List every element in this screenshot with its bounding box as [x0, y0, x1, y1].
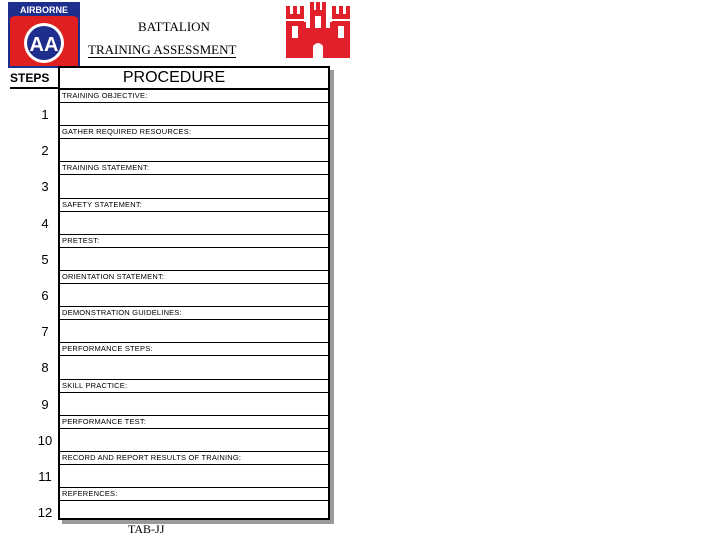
- row-label: TRAINING OBJECTIVE:: [62, 91, 148, 100]
- steps-header-rule: [10, 87, 58, 89]
- row-bottom-rule: [58, 270, 330, 271]
- row-divider: [58, 500, 330, 501]
- step-number: 12: [37, 505, 53, 521]
- row-bottom-rule: [58, 161, 330, 162]
- row-label: PERFORMANCE STEPS:: [62, 344, 153, 354]
- row-bottom-rule: [58, 487, 330, 488]
- row-bottom-rule: [58, 415, 330, 416]
- row-bottom-rule: [58, 306, 330, 307]
- row-bottom-rule: [58, 379, 330, 380]
- procedure-header: PROCEDURE: [122, 69, 226, 86]
- row-bottom-rule: [58, 234, 330, 235]
- row-bottom-rule: [58, 451, 330, 452]
- row-bottom-rule: [58, 342, 330, 343]
- step-number: 7: [41, 324, 49, 340]
- row-divider: [58, 355, 330, 356]
- row-divider: [58, 464, 330, 465]
- row-label: SAFETY STATEMENT:: [62, 199, 143, 209]
- row-bottom-rule: [58, 125, 330, 126]
- row-label: REFERENCES:: [62, 489, 118, 499]
- row-divider: [58, 428, 330, 429]
- step-number: 1: [41, 107, 49, 122]
- procedure-header-rule: [58, 88, 330, 90]
- step-number: 10: [37, 432, 53, 448]
- step-number: 5: [41, 251, 49, 267]
- airborne-text: AIRBORNE: [19, 5, 69, 15]
- row-divider: [58, 138, 330, 139]
- row-label: DEMONSTRATION GUIDELINES:: [62, 308, 182, 318]
- header-subtitle: TRAINING ASSESSMENT: [88, 42, 237, 57]
- header-title: BATTALION: [138, 19, 210, 34]
- row-divider: [58, 392, 330, 393]
- step-number: 6: [41, 288, 49, 303]
- step-number: 9: [41, 396, 49, 412]
- row-label: GATHER REQUIRED RESOURCES:: [62, 127, 192, 137]
- row-bottom-rule: [58, 198, 330, 199]
- airborne-division-logo: [8, 2, 80, 68]
- aa-text: AA: [29, 34, 59, 56]
- step-number: 4: [41, 215, 49, 231]
- step-number: 11: [38, 469, 52, 484]
- step-number: 3: [41, 179, 49, 195]
- row-divider: [58, 319, 330, 320]
- step-number: 2: [41, 143, 49, 159]
- step-number: 8: [41, 360, 49, 376]
- row-divider: [58, 283, 330, 284]
- row-divider: [58, 211, 330, 212]
- row-label: PERFORMANCE TEST:: [62, 416, 147, 426]
- steps-header: STEPS: [10, 71, 50, 85]
- row-label: TRAINING STATEMENT:: [62, 163, 150, 173]
- row-divider: [58, 102, 330, 103]
- engineer-castle-icon: [286, 2, 350, 58]
- row-label: SKILL PRACTICE:: [62, 380, 128, 390]
- row-label: RECORD AND REPORT RESULTS OF TRAINING:: [62, 453, 242, 462]
- row-label: PRETEST:: [62, 235, 100, 245]
- footer-tab-label: TAB-JJ: [128, 522, 165, 536]
- row-divider: [58, 247, 330, 248]
- row-divider: [58, 174, 330, 175]
- row-label: ORIENTATION STATEMENT:: [62, 272, 165, 281]
